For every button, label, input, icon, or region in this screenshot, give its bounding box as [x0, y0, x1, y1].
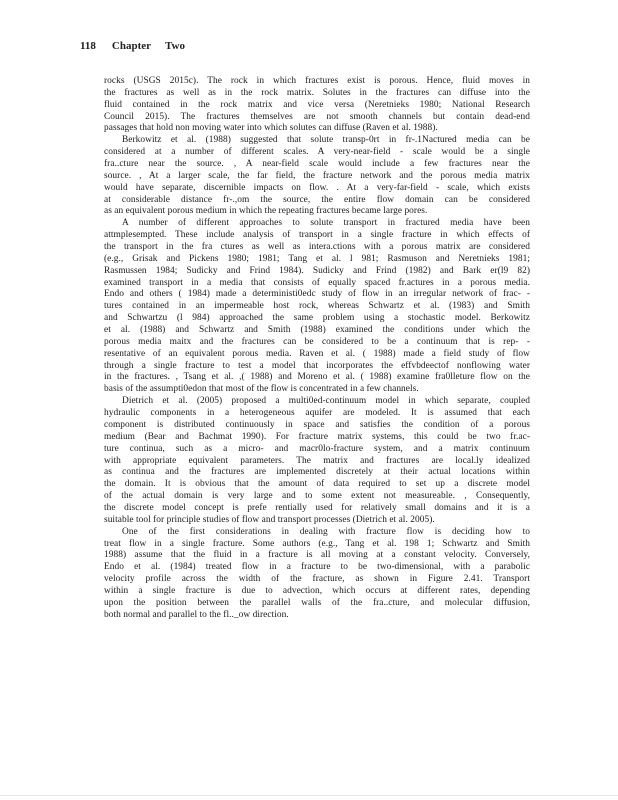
text-line: attmplesempted. These include analysis of transport in a single fracture in which effects of: [104, 230, 530, 241]
text-line: fra..cture near the source. , A near-field scale would include a few fractures near the: [104, 159, 530, 170]
page-number: 118: [80, 40, 96, 52]
text-line: and Schwartzu (l 984) approached the same problem using a stochastic model. Berkowitz: [104, 313, 530, 324]
text-line: basis of the assumpti0edon that most of the flow is concentrated in a few channels.: [104, 384, 419, 395]
text-line: the fractures as well as in the rock matrix. Solutes in the fractures can diffuse into the: [104, 87, 530, 98]
text-line: the transport in the fra ctures as well as intera.ctions with a porous matrix are considered: [104, 242, 530, 253]
text-line: porous media maitx and the fractures can be considered to be a continuum that is rep- -: [104, 336, 530, 347]
text-line: Endo and others ( 1984) made a deterministi0edc study of flow in an irregular network of frac- -: [104, 289, 530, 300]
text-line: Dietrich et al. (2005) proposed a multi0ed-continuum model in which separate, coupled: [122, 396, 530, 407]
text-line: component is distributed continuously in space and satisfies the condition of a porous: [104, 419, 530, 430]
text-line: through a single fracture to test a model that incorporates the effvbdeectof nonflowing water: [104, 360, 530, 371]
text-line: as continua and the fractures are implemented discretely at their actual locations within: [104, 467, 530, 478]
text-line: within a single fracture is due to advection, which occurs at different rates, depending: [104, 585, 530, 596]
text-line: rocks (USGS 2015c). The rock in which fractures exist is porous. Hence, fluid moves in: [104, 76, 530, 86]
text-line: as an equivalent porous medium in which the repeating fractures became large pores.: [104, 206, 428, 217]
page-bottom-edge: [0, 795, 618, 796]
text-line: source. , At a larger scale, the far field, the fracture network and the porous media matrix: [104, 170, 530, 181]
text-line: in the fractures. , Tsang et al. ,( 1988) and Moreno et al. ( 1988) examine fra0lleture flow on the: [104, 372, 530, 383]
running-header: [80, 40, 185, 52]
text-line: fluid contained in the rock matrix and vice versa (Neretnieks 1980; National Research: [104, 99, 530, 110]
text-line: treat flow in a single fracture. Some authors (e.g., Tang et al. 198 1; Schwartz and Smith: [104, 538, 530, 549]
text-line: Berkowitz et al. (1988) suggested that solute transp-0rt in fr-.1Nactured media can be: [122, 135, 530, 146]
text-line: passages that hold non moving water into which solutes can diffuse (Raven et al. 1988).: [104, 123, 438, 134]
text-line: Rasmussen 1984; Sudicky and Frind 1984). Sudicky and Frind (1982) and Bark er(l9 82): [104, 265, 530, 276]
text-line: velocity profile across the width of the fracture, as shown in Figure 2.41. Transport: [104, 574, 530, 585]
text-line: One of the first considerations in dealing with fracture flow is deciding how to: [122, 526, 530, 537]
text-line: resentative of an equivalent porous media. Raven et al. ( 1988) made a field study of flow: [104, 348, 530, 359]
chapter-label: Chapter: [111, 40, 152, 52]
text-line: of the actual domain is very large and to some extent not measureable. , Consequently,: [104, 491, 530, 502]
body-text: [104, 76, 530, 622]
text-line: Endo et al. (1984) treated flow in a fracture to be two-dimensional, with a parabolic: [104, 562, 530, 573]
text-line: with appropriate equivalent parameters. The matrix and fractures are local.ly idealized: [104, 455, 530, 466]
text-line: Council 2015). The fractures themselves are not smooth channels but contain dead-end: [104, 111, 530, 122]
text-line: hydraulic components in a heterogeneous aquifer are modeled. It is assumed that each: [104, 408, 530, 419]
text-line: both normal and parallel to the fl.._ow direction.: [104, 609, 289, 620]
chapter-number: Two: [165, 40, 185, 52]
text-line: et al. (1988) and Schwartz and Smith (1988) examined the conditions under which the: [104, 325, 530, 336]
text-line: A number of different approaches to solute transport in fractured media have been: [122, 218, 530, 229]
text-line: examined transport in a media that consists of equally spaced fr.actures in a porous media.: [104, 277, 530, 288]
text-line: upon the position between the parallel walls of the fra..cture, and molecular diffusion,: [104, 597, 530, 608]
text-line: ture continua, such as a micro- and macr0lo-fracture system, and a matrix continuum: [104, 443, 530, 454]
text-line: considered at a number of different scales. A very-near-field - scale would be a single: [104, 147, 530, 158]
text-line: medium (Bear and Bachmat 1990). For fracture matrix systems, this could be two fr.ac-: [104, 431, 530, 442]
text-line: tures contained in an impermeable host rock, whereas Schwartz et al. (1983) and Smith: [104, 301, 530, 312]
text-line: (e.g., Grisak and Pickens 1980; 1981; Tang et al. l 981; Rasmuson and Neretnieks 1981;: [104, 253, 530, 264]
text-line: the domain. It is obvious that the amount of data required to set up a discrete model: [104, 479, 530, 490]
text-line: at considerable distance fr-.,om the source, the entire flow domain can be considered: [104, 194, 530, 205]
text-line: 1988) assume that the fluid in a fracture is all moving at a constant velocity. Conversely,: [104, 550, 530, 561]
text-line: suitable tool for principle studies of flow and transport processes (Dietrich et al. 2005).: [104, 514, 435, 525]
text-line: would have separate, discernible impacts on flow. . At a very-far-field - scale, which exists: [104, 182, 530, 193]
text-line: the discrete model concept is prefe rentially used for relatively small domains and it is a: [104, 502, 530, 513]
